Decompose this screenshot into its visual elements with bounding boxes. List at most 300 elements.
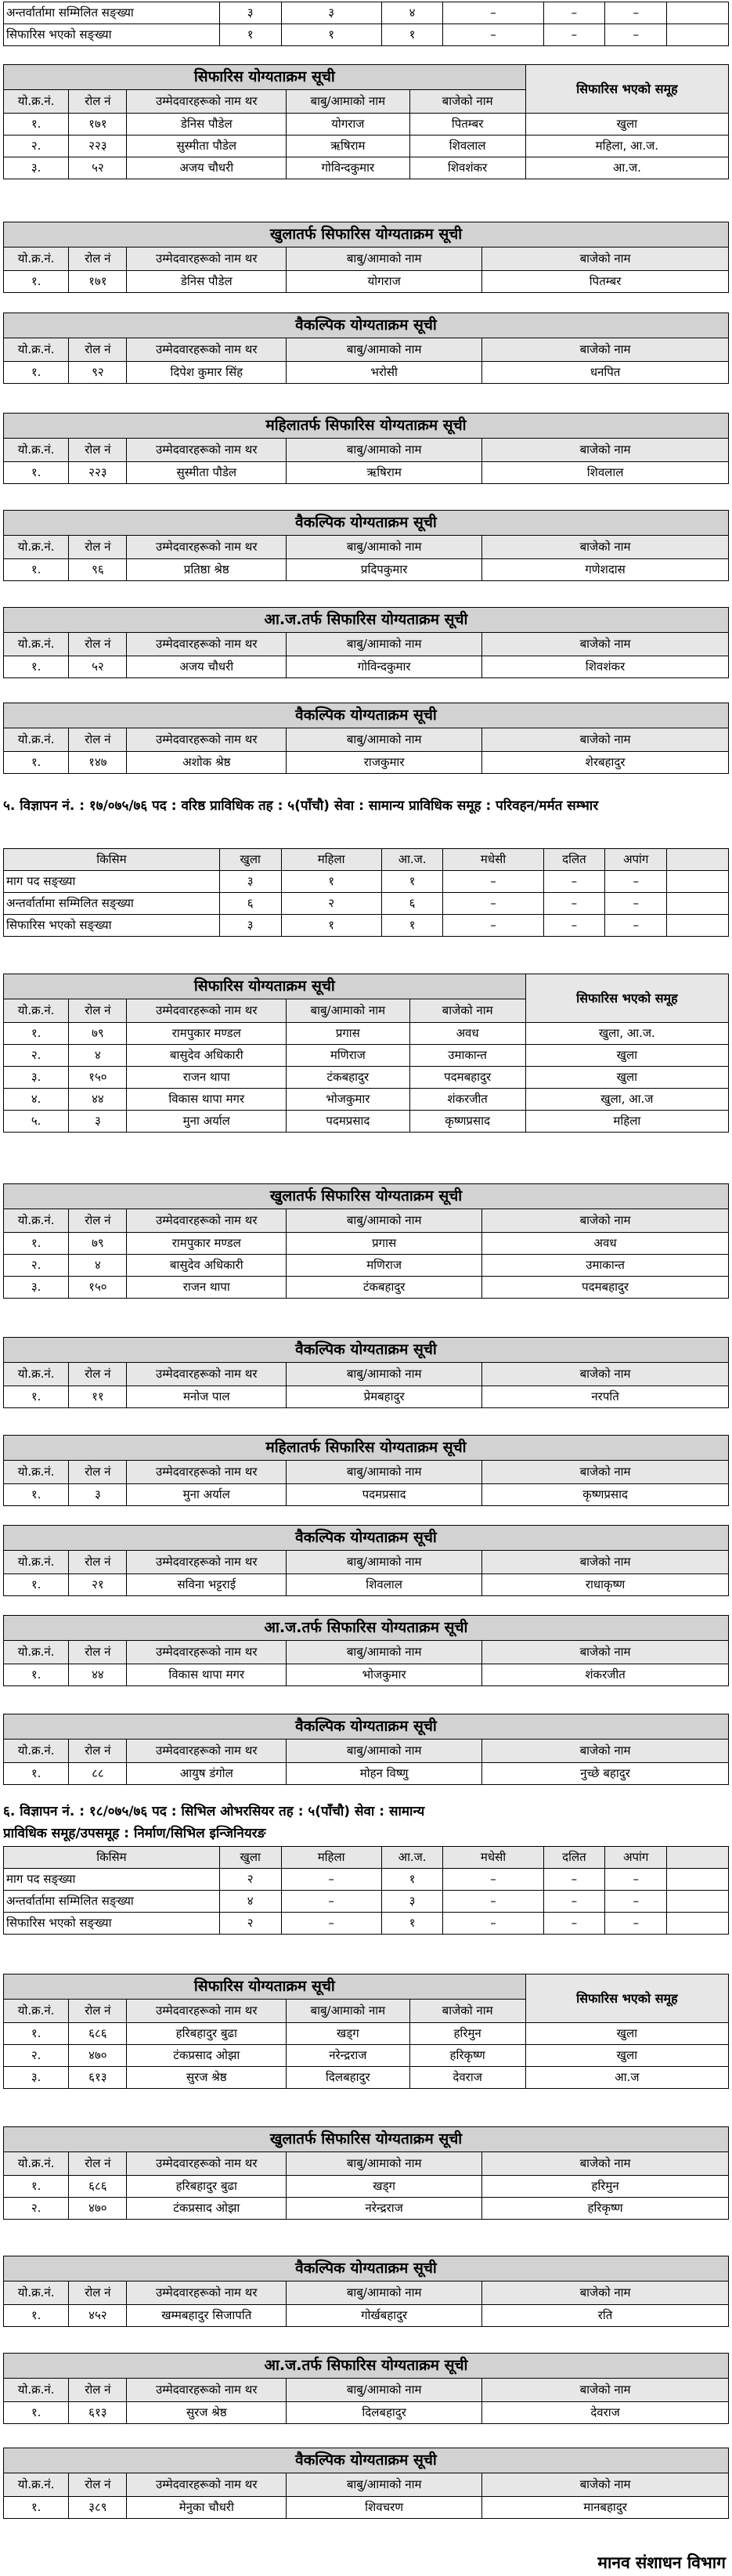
roll-number: ६८६ <box>69 2176 127 2198</box>
list-title: खुलातर्फ सिफारिस योग्यताक्रम सूची <box>4 222 729 247</box>
cell-value: ३ <box>219 915 281 937</box>
serial-number: १. <box>4 1664 69 1686</box>
column-header: रोल नं <box>69 1363 127 1386</box>
title-row <box>4 313 729 338</box>
header-row <box>4 633 729 656</box>
cell-value: ३ <box>381 1891 443 1913</box>
s6-recommended-merit-list <box>3 1974 729 2089</box>
column-header: रोल नं <box>69 2473 127 2497</box>
column-header: बाजेको नाम <box>482 1461 729 1484</box>
grandparent-name: पितम्बर <box>409 114 525 135</box>
recommended-group: खुला, आ.ज <box>525 1089 728 1111</box>
column-header: रोल नं <box>69 2000 127 2023</box>
title-row <box>4 2448 729 2473</box>
parent-name: गोर्खबहादुर <box>287 2305 482 2327</box>
roll-number: ४५२ <box>69 2305 127 2327</box>
cell-value: – <box>281 1913 381 1935</box>
list-title: वैकल्पिक योग्यताक्रम सूची <box>4 1526 729 1551</box>
cell-value: – <box>443 1869 543 1891</box>
s6-open-alternate-list <box>3 2256 729 2327</box>
table-row <box>4 1111 729 1133</box>
roll-number: १७१ <box>69 114 127 135</box>
cell-value: – <box>443 871 543 893</box>
table-row <box>4 849 729 871</box>
cell-value: १ <box>381 915 443 937</box>
cell-value: अपांग <box>605 1847 667 1869</box>
table-row <box>4 1869 729 1891</box>
grandparent-name: कृष्णप्रसाद <box>482 1484 729 1506</box>
cell-value: – <box>543 871 605 893</box>
column-header: यो.क्र.नं. <box>4 999 69 1023</box>
table-row <box>4 2023 729 2045</box>
s6-summary-table <box>3 1846 729 1935</box>
column-header: उम्मेदवारहरूको नाम थर <box>127 2282 287 2305</box>
table-row <box>4 1763 729 1785</box>
s5-open-merit-list <box>3 1183 729 1299</box>
column-header: रोल नं <box>69 728 127 752</box>
title-row <box>4 222 729 247</box>
roll-number: ४४ <box>69 1089 127 1111</box>
candidate-name: आयुष डंगोल <box>127 1763 287 1785</box>
list-title: खुलातर्फ सिफारिस योग्यताक्रम सूची <box>4 1184 729 1209</box>
grandparent-name: मानबहादुर <box>482 2497 729 2519</box>
column-header: यो.क्र.नं. <box>4 439 69 462</box>
s4-indigenous-alternate-list <box>3 703 729 774</box>
cell-value: – <box>605 1913 667 1935</box>
row-label: अन्तर्वार्तामा सम्मिलित सङ्ख्या <box>4 893 220 915</box>
list-title: खुलातर्फ सिफारिस योग्यताक्रम सूची <box>4 2127 729 2152</box>
table-row <box>4 559 729 581</box>
roll-number: ४ <box>69 1045 127 1067</box>
parent-name: टंकबहादुर <box>287 1277 482 1299</box>
cell-value: – <box>543 1891 605 1913</box>
cell-value <box>667 2 729 24</box>
roll-number: ६१३ <box>69 2402 127 2424</box>
column-header: यो.क्र.नं. <box>4 728 69 752</box>
table-row <box>4 1847 729 1869</box>
table-row <box>4 2305 729 2327</box>
column-header: उम्मेदवारहरूको नाम थर <box>127 439 287 462</box>
list-title: सिफारिस योग्यताक्रम सूची <box>4 65 526 90</box>
header-row <box>4 728 729 752</box>
s4-open-alternate-list <box>3 313 729 384</box>
column-header: उम्मेदवारहरूको नाम थर <box>127 1740 287 1763</box>
roll-number: १७१ <box>69 271 127 293</box>
recommended-group: आ.ज. <box>525 157 728 179</box>
roll-number: ५२ <box>69 656 127 678</box>
s5-summary-table <box>3 848 729 937</box>
roll-number: ७९ <box>69 1233 127 1255</box>
row-label: सिफारिस भएको सङ्ख्या <box>4 24 220 46</box>
serial-number: २. <box>4 2198 69 2220</box>
cell-value: – <box>443 1891 543 1913</box>
cell-value: १ <box>381 871 443 893</box>
cell-value: १ <box>219 24 281 46</box>
parent-name: प्रगास <box>287 1233 482 1255</box>
table-row <box>4 1067 729 1089</box>
grandparent-name: देवराज <box>482 2402 729 2424</box>
column-header: उम्मेदवारहरूको नाम थर <box>127 999 287 1023</box>
grandparent-name: शिवशंकर <box>409 157 525 179</box>
candidate-name: अशोक श्रेष्ठ <box>127 752 287 774</box>
header-row <box>4 2282 729 2305</box>
cell-value: अपांग <box>605 849 667 871</box>
column-header: बाजेको नाम <box>482 1209 729 1233</box>
candidate-name: सुस्मीता पौडेल <box>127 135 287 157</box>
cell-value: – <box>281 1891 381 1913</box>
header-row <box>4 247 729 271</box>
grandparent-name: हरिमुन <box>409 2023 525 2045</box>
column-header: यो.क्र.नं. <box>4 2000 69 2023</box>
header-row <box>4 1740 729 1763</box>
roll-number: ४४ <box>69 1664 127 1686</box>
table-row <box>4 2067 729 2089</box>
table-row <box>4 1045 729 1067</box>
column-header: बाजेको नाम <box>482 1363 729 1386</box>
column-header: यो.क्र.नं. <box>4 1641 69 1664</box>
cell-value: – <box>543 915 605 937</box>
parent-name: मणिराज <box>287 1255 482 1277</box>
table-row <box>4 1484 729 1506</box>
column-header: बाबु/आमाको नाम <box>287 2379 482 2402</box>
s4-open-merit-list <box>3 222 729 293</box>
cell-value: १ <box>381 1913 443 1935</box>
candidate-name: विकास थापा मगर <box>127 1089 287 1111</box>
cell-value: ६ <box>219 893 281 915</box>
roll-number: ३ <box>69 1111 127 1133</box>
serial-number: ३. <box>4 2067 69 2089</box>
cell-value: मधेसी <box>443 1847 543 1869</box>
grandparent-name: शंकरजीत <box>482 1664 729 1686</box>
title-row <box>4 1714 729 1740</box>
cell-value: १ <box>381 24 443 46</box>
header-row <box>4 1551 729 1574</box>
candidate-name: मनोज पाल <box>127 1386 287 1408</box>
row-label: माग पद सङ्ख्या <box>4 871 220 893</box>
parent-name: भरोसी <box>287 362 482 384</box>
recommended-group-header: सिफारिस भएको समूह <box>525 974 728 1023</box>
candidate-name: सुरज श्रेष्ठ <box>127 2402 287 2424</box>
serial-number: १. <box>4 559 69 581</box>
candidate-name: सुस्मीता पौडेल <box>127 462 287 484</box>
list-title: वैकल्पिक योग्यताक्रम सूची <box>4 2448 729 2473</box>
candidate-name: सुरज श्रेष्ठ <box>127 2067 287 2089</box>
table-row <box>4 1023 729 1045</box>
header-row <box>4 338 729 362</box>
column-header: उम्मेदवारहरूको नाम थर <box>127 633 287 656</box>
cell-value: – <box>443 893 543 915</box>
cell-value: खुला <box>219 849 281 871</box>
roll-number: ९२ <box>69 362 127 384</box>
column-header: उम्मेदवारहरूको नाम थर <box>127 1209 287 1233</box>
grandparent-name: पदमबहादुर <box>482 1277 729 1299</box>
column-header: उम्मेदवारहरूको नाम थर <box>127 2152 287 2176</box>
candidate-name: डेनिस पौडेल <box>127 271 287 293</box>
column-header: यो.क्र.नं. <box>4 2473 69 2497</box>
parent-name: राजकुमार <box>287 752 482 774</box>
column-header: उम्मेदवारहरूको नाम थर <box>127 2000 287 2023</box>
roll-number: ३८९ <box>69 2497 127 2519</box>
parent-name: नरेन्द्रराज <box>287 2045 409 2067</box>
parent-name: मोहन विष्णु <box>287 1763 482 1785</box>
parent-name: भोजकुमार <box>287 1664 482 1686</box>
title-row <box>4 608 729 633</box>
candidate-name: मुना अर्याल <box>127 1484 287 1506</box>
cell-value: १ <box>381 1869 443 1891</box>
grandparent-name: शिवलाल <box>409 135 525 157</box>
header-row <box>4 1209 729 1233</box>
grandparent-name: शेरबहादुर <box>482 752 729 774</box>
table-row <box>4 2 729 24</box>
cell-value <box>667 893 729 915</box>
list-title: वैकल्पिक योग्यताक्रम सूची <box>4 1714 729 1740</box>
list-title: आ.ज.तर्फ सिफारिस योग्यताक्रम सूची <box>4 1616 729 1641</box>
column-header: रोल नं <box>69 536 127 559</box>
parent-name: गोविन्दकुमार <box>287 656 482 678</box>
parent-name: शिवचरण <box>287 2497 482 2519</box>
row-label: माग पद सङ्ख्या <box>4 1869 220 1891</box>
serial-number: १. <box>4 2402 69 2424</box>
roll-number: ६१३ <box>69 2067 127 2089</box>
column-header: यो.क्र.नं. <box>4 1551 69 1574</box>
grandparent-name: अवध <box>409 1023 525 1045</box>
s6-open-merit-list <box>3 2126 729 2220</box>
cell-value <box>667 1891 729 1913</box>
column-header: यो.क्र.नं. <box>4 338 69 362</box>
parent-name: पदमप्रसाद <box>287 1111 409 1133</box>
column-header: बाबु/आमाको नाम <box>287 633 482 656</box>
cell-value <box>667 915 729 937</box>
column-header: उम्मेदवारहरूको नाम थर <box>127 728 287 752</box>
column-header: रोल नं <box>69 439 127 462</box>
table-row <box>4 1277 729 1299</box>
recommended-group: आ.ज <box>525 2067 728 2089</box>
row-label: अन्तर्वार्तामा सम्मिलित सङ्ख्या <box>4 2 220 24</box>
cell-value: खुला <box>219 1847 281 1869</box>
column-header: बाबु/आमाको नाम <box>287 2282 482 2305</box>
footer-department: मानव संशाधन विभाग <box>597 2553 726 2572</box>
cell-value: – <box>543 893 605 915</box>
table-row <box>4 893 729 915</box>
serial-number: १. <box>4 2305 69 2327</box>
parent-name: भोजकुमार <box>287 1089 409 1111</box>
serial-number: १. <box>4 1233 69 1255</box>
row-label: किसिम <box>4 1847 220 1869</box>
grandparent-name: शंकरजीत <box>409 1089 525 1111</box>
column-header: उम्मेदवारहरूको नाम थर <box>127 1461 287 1484</box>
parent-name: प्रदिपकुमार <box>287 559 482 581</box>
list-title: सिफारिस योग्यताक्रम सूची <box>4 974 526 999</box>
candidate-name: मेनुका चौधरी <box>127 2497 287 2519</box>
candidate-name: टंकप्रसाद ओझा <box>127 2198 287 2220</box>
parent-name: शिवलाल <box>287 1574 482 1596</box>
header-row <box>4 2152 729 2176</box>
s5-female-alternate-list <box>3 1525 729 1596</box>
serial-number: १. <box>4 2497 69 2519</box>
column-header: यो.क्र.नं. <box>4 1209 69 1233</box>
serial-number: १. <box>4 1023 69 1045</box>
cell-value <box>667 1869 729 1891</box>
list-title: आ.ज.तर्फ सिफारिस योग्यताक्रम सूची <box>4 608 729 633</box>
candidate-name: हरिबहादुर बुढा <box>127 2023 287 2045</box>
cell-value: – <box>605 24 667 46</box>
cell-value: – <box>605 2 667 24</box>
row-label: अन्तर्वार्तामा सम्मिलित सङ्ख्या <box>4 1891 220 1913</box>
recommended-group: महिला <box>525 1111 728 1133</box>
serial-number: १. <box>4 656 69 678</box>
column-header: बाजेको नाम <box>482 536 729 559</box>
column-header: रोल नं <box>69 247 127 271</box>
roll-number: २१ <box>69 1574 127 1596</box>
cell-value <box>667 1913 729 1935</box>
grandparent-name: नुच्छे बहादुर <box>482 1763 729 1785</box>
roll-number: १५० <box>69 1067 127 1089</box>
roll-number: ३ <box>69 1484 127 1506</box>
candidate-name: हरिबहादुर बुढा <box>127 2176 287 2198</box>
title-row <box>4 2256 729 2282</box>
column-header: बाबु/आमाको नाम <box>287 1551 482 1574</box>
title-row <box>4 974 729 999</box>
cell-value: २ <box>219 1913 281 1935</box>
grandparent-name: शिवलाल <box>482 462 729 484</box>
parent-name: दिलबहादुर <box>287 2067 409 2089</box>
candidate-name: खम्मबहादुर सिजापति <box>127 2305 287 2327</box>
column-header: बाबु/आमाको नाम <box>287 728 482 752</box>
parent-name: दिलबहादुर <box>287 2402 482 2424</box>
candidate-name: राजन थापा <box>127 1067 287 1089</box>
grandparent-name: नरपति <box>482 1386 729 1408</box>
parent-name: पदमप्रसाद <box>287 1484 482 1506</box>
recommended-group-header: सिफारिस भएको समूह <box>525 1974 728 2023</box>
column-header: बाजेको नाम <box>482 1740 729 1763</box>
cell-value: – <box>543 1869 605 1891</box>
recommended-group: खुला <box>525 1045 728 1067</box>
cell-value: १ <box>281 915 381 937</box>
column-header: बाजेको नाम <box>409 90 525 114</box>
grandparent-name: देवराज <box>409 2067 525 2089</box>
s4-indigenous-merit-list <box>3 607 729 678</box>
roll-number: १४७ <box>69 752 127 774</box>
parent-name: ऋषिराम <box>287 135 409 157</box>
column-header: बाजेको नाम <box>482 728 729 752</box>
table-row <box>4 462 729 484</box>
roll-number: ४ <box>69 1255 127 1277</box>
table-row <box>4 24 729 46</box>
column-header: बाबु/आमाको नाम <box>287 536 482 559</box>
column-header: बाबु/आमाको नाम <box>287 1209 482 1233</box>
header-row <box>4 2379 729 2402</box>
column-header: उम्मेदवारहरूको नाम थर <box>127 2473 287 2497</box>
serial-number: १. <box>4 271 69 293</box>
cell-value: – <box>605 1891 667 1913</box>
parent-name: खड्ग <box>287 2023 409 2045</box>
s5-female-merit-list <box>3 1435 729 1506</box>
table-row <box>4 1664 729 1686</box>
column-header: बाजेको नाम <box>482 338 729 362</box>
candidate-name: सविना भट्टराई <box>127 1574 287 1596</box>
parent-name: ऋषिराम <box>287 462 482 484</box>
cell-value <box>667 871 729 893</box>
column-header: रोल नं <box>69 1740 127 1763</box>
cell-value <box>667 1847 729 1869</box>
column-header: बाबु/आमाको नाम <box>287 999 409 1023</box>
s5-indigenous-merit-list <box>3 1615 729 1686</box>
cell-value: – <box>605 871 667 893</box>
list-title: वैकल्पिक योग्यताक्रम सूची <box>4 703 729 728</box>
list-title: महिलातर्फ सिफारिस योग्यताक्रम सूची <box>4 1436 729 1461</box>
cell-value: ४ <box>219 1891 281 1913</box>
roll-number: ११ <box>69 1386 127 1408</box>
title-row <box>4 1526 729 1551</box>
grandparent-name: कृष्णप्रसाद <box>409 1111 525 1133</box>
row-label: किसिम <box>4 849 220 871</box>
grandparent-name: राधाकृष्ण <box>482 1574 729 1596</box>
parent-name: टंकबहादुर <box>287 1067 409 1089</box>
table-row <box>4 2045 729 2067</box>
table-row <box>4 915 729 937</box>
column-header: उम्मेदवारहरूको नाम थर <box>127 536 287 559</box>
list-title: आ.ज.तर्फ सिफारिस योग्यताक्रम सूची <box>4 2354 729 2379</box>
cell-value: – <box>443 2 543 24</box>
column-header: रोल नं <box>69 338 127 362</box>
cell-value: – <box>543 2 605 24</box>
column-header: यो.क्र.नं. <box>4 2379 69 2402</box>
serial-number: १. <box>4 362 69 384</box>
recommended-group: खुला <box>525 114 728 135</box>
serial-number: २. <box>4 1045 69 1067</box>
serial-number: ३. <box>4 1277 69 1299</box>
title-row <box>4 2354 729 2379</box>
candidate-name: रामपुकार मण्डल <box>127 1023 287 1045</box>
column-header: बाजेको नाम <box>482 439 729 462</box>
roll-number: ७९ <box>69 1023 127 1045</box>
recommended-group: खुला <box>525 1067 728 1089</box>
column-header: यो.क्र.नं. <box>4 1740 69 1763</box>
table-row <box>4 2198 729 2220</box>
table-row <box>4 1913 729 1935</box>
table-row <box>4 1255 729 1277</box>
column-header: रोल नं <box>69 1461 127 1484</box>
grandparent-name: गणेशदास <box>482 559 729 581</box>
table-row <box>4 2402 729 2424</box>
column-header: बाबु/आमाको नाम <box>287 2473 482 2497</box>
table-row <box>4 362 729 384</box>
grandparent-name: पितम्बर <box>482 271 729 293</box>
column-header: बाबु/आमाको नाम <box>287 1461 482 1484</box>
cell-value: २ <box>281 893 381 915</box>
candidate-name: मुना अर्याल <box>127 1111 287 1133</box>
column-header: उम्मेदवारहरूको नाम थर <box>127 2379 287 2402</box>
title-row <box>4 414 729 439</box>
column-header: बाबु/आमाको नाम <box>287 439 482 462</box>
header-row <box>4 439 729 462</box>
roll-number: ४७० <box>69 2045 127 2067</box>
column-header: यो.क्र.नं. <box>4 2282 69 2305</box>
column-header: बाबु/आमाको नाम <box>287 1740 482 1763</box>
table-row <box>4 271 729 293</box>
column-header: रोल नं <box>69 90 127 114</box>
top-summary-rows <box>3 2 729 46</box>
cell-value: ३ <box>281 2 381 24</box>
cell-value: – <box>443 24 543 46</box>
title-row <box>4 65 729 90</box>
cell-value: आ.ज. <box>381 849 443 871</box>
cell-value: दलित <box>543 849 605 871</box>
serial-number: ३. <box>4 157 69 179</box>
column-header: उम्मेदवारहरूको नाम थर <box>127 1551 287 1574</box>
grandparent-name: धनपित <box>482 362 729 384</box>
cell-value: ३ <box>219 871 281 893</box>
